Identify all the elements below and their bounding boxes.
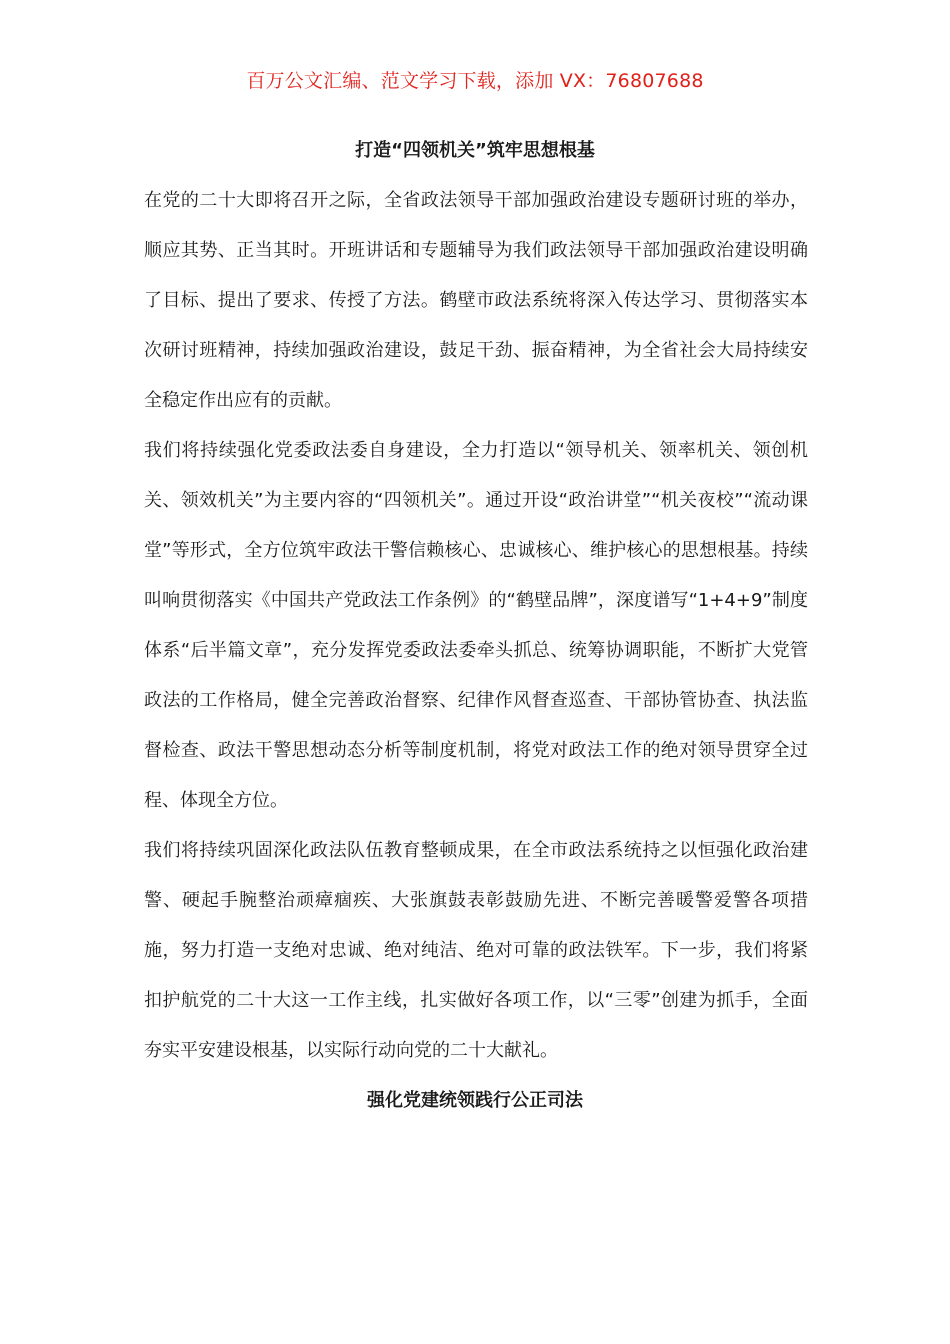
next-article-title: 强化党建统领践行公正司法 [367, 1090, 583, 1111]
article-title: 打造“四领机关”筑牢思想根基 [355, 140, 595, 161]
paragraph-3: 我们将持续巩固深化政法队伍教育整顿成果，在全市政法系统持之以恒强化政治建警、硬起手腕整治顽瘴痼疾、大张旗鼓表彰鼓励先进、不断完善暖警爱警各项措施，努力打造一支绝对忠诚、绝对纯洁、绝对可靠的政法铁军。下一步，我们将紧扣护航党的二十大这一工作主线，扎实做好各项工作，以“三零”创建为抓手，全面夯实平安建设根基，以实际行动向党的二十大献礼。 [144, 840, 808, 1061]
paragraph-2: 我们将持续强化党委政法委自身建设，全力打造以“领导机关、领率机关、领创机关、领效机关”为主要内容的“四领机关”。通过开设“政治讲堂”“机关夜校”“流动课堂”等形式，全方位筑牢政法干警信赖核心、忠诚核心、维护核心的思想根基。持续叫响贯彻落实《中国共产党政法工作条例》的“鹤壁品牌”，深度谱写“1+4+9”制度体系“后半篇文章”，充分发挥党委政法委牵头抓总、统筹协调职能，不断扩大党管政法的工作格局，健全完善政治督察、纪律作风督查巡查、干部协管协查、执法监督检查、政法干警思想动态分析等制度机制，将党对政法工作的绝对领导贯穿全过程、体现全方位。 [144, 440, 808, 811]
promo-banner: 百万公文汇编、范文学习下载，添加 VX：76807688 [246, 70, 704, 92]
paragraph-1: 在党的二十大即将召开之际，全省政法领导干部加强政治建设专题研讨班的举办，顺应其势、正当其时。开班讲话和专题辅导为我们政法领导干部加强政治建设明确了目标、提出了要求、传授了方法。鹤壁市政法系统将深入传达学习、贯彻落实本次研讨班精神，持续加强政治建设，鼓足干劲、振奋精神，为全省社会大局持续安全稳定作出应有的贡献。 [144, 190, 808, 411]
